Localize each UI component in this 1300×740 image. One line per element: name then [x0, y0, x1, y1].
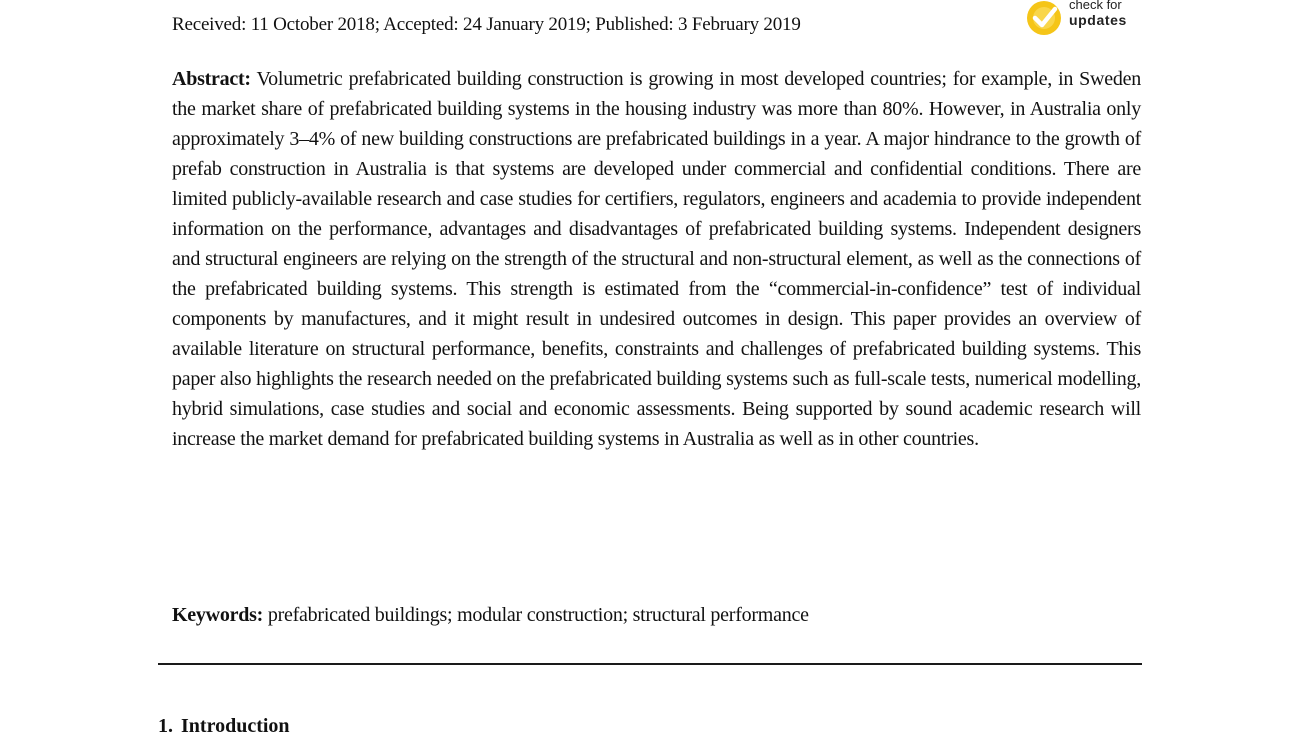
section-title: Introduction — [181, 715, 290, 737]
keywords — [172, 600, 1141, 630]
check-for-label: check for — [1069, 0, 1122, 12]
keywords-text: prefabricated buildings; modular construction; structural performance — [267, 604, 809, 626]
abstract-text: Volumetric prefabricated building construction is growing in most developed countries; for example, in Sweden the market share of prefabricated building systems in the housing industry was more than 80%. However, in Australia only approximately 3–4% of new building constructions are prefabricated buildings in a year. A major hindrance to the growth of prefab construction in Australia is that systems are developed under commercial and confidential conditions. There are limited publicly-available research and case studies for certifiers, regulators, engineers and academia to provide independent information on the performance, advantages and disadvantages of prefabricated building systems. Independent designers and structural engineers are relying on the strength of the structural and non-structural element, as well as the connections of the prefabricated building systems. This strength is estimated from the “commercial-in-confidence” test of individual components by manufactures, and it might result in undesired outcomes in design. This paper provides an overview of available literature on structural performance, benefits, constraints and challenges of prefabricated building systems. This paper also highlights the research needed on the prefabricated building systems such as full-scale tests, numerical modelling, hybrid simulations, case studies and social and economic assessments. Being supported by sound academic research will increase the market demand for prefabricated building systems in Australia as well as in other countries. — [172, 68, 1141, 450]
publication-dates: Received: 11 October 2018; Accepted: 24 January 2019; Published: 3 February 2019 — [172, 14, 801, 35]
updates-label: updates — [1069, 12, 1127, 28]
section-heading — [158, 712, 290, 740]
section-divider — [158, 663, 1142, 665]
section-number: 1. — [158, 715, 173, 737]
check-for-updates-badge[interactable] — [1026, 0, 1146, 38]
abstract-label: Abstract: — [172, 68, 251, 90]
abstract — [172, 64, 1141, 454]
keywords-label: Keywords: — [172, 604, 264, 626]
check-icon — [1026, 0, 1062, 36]
